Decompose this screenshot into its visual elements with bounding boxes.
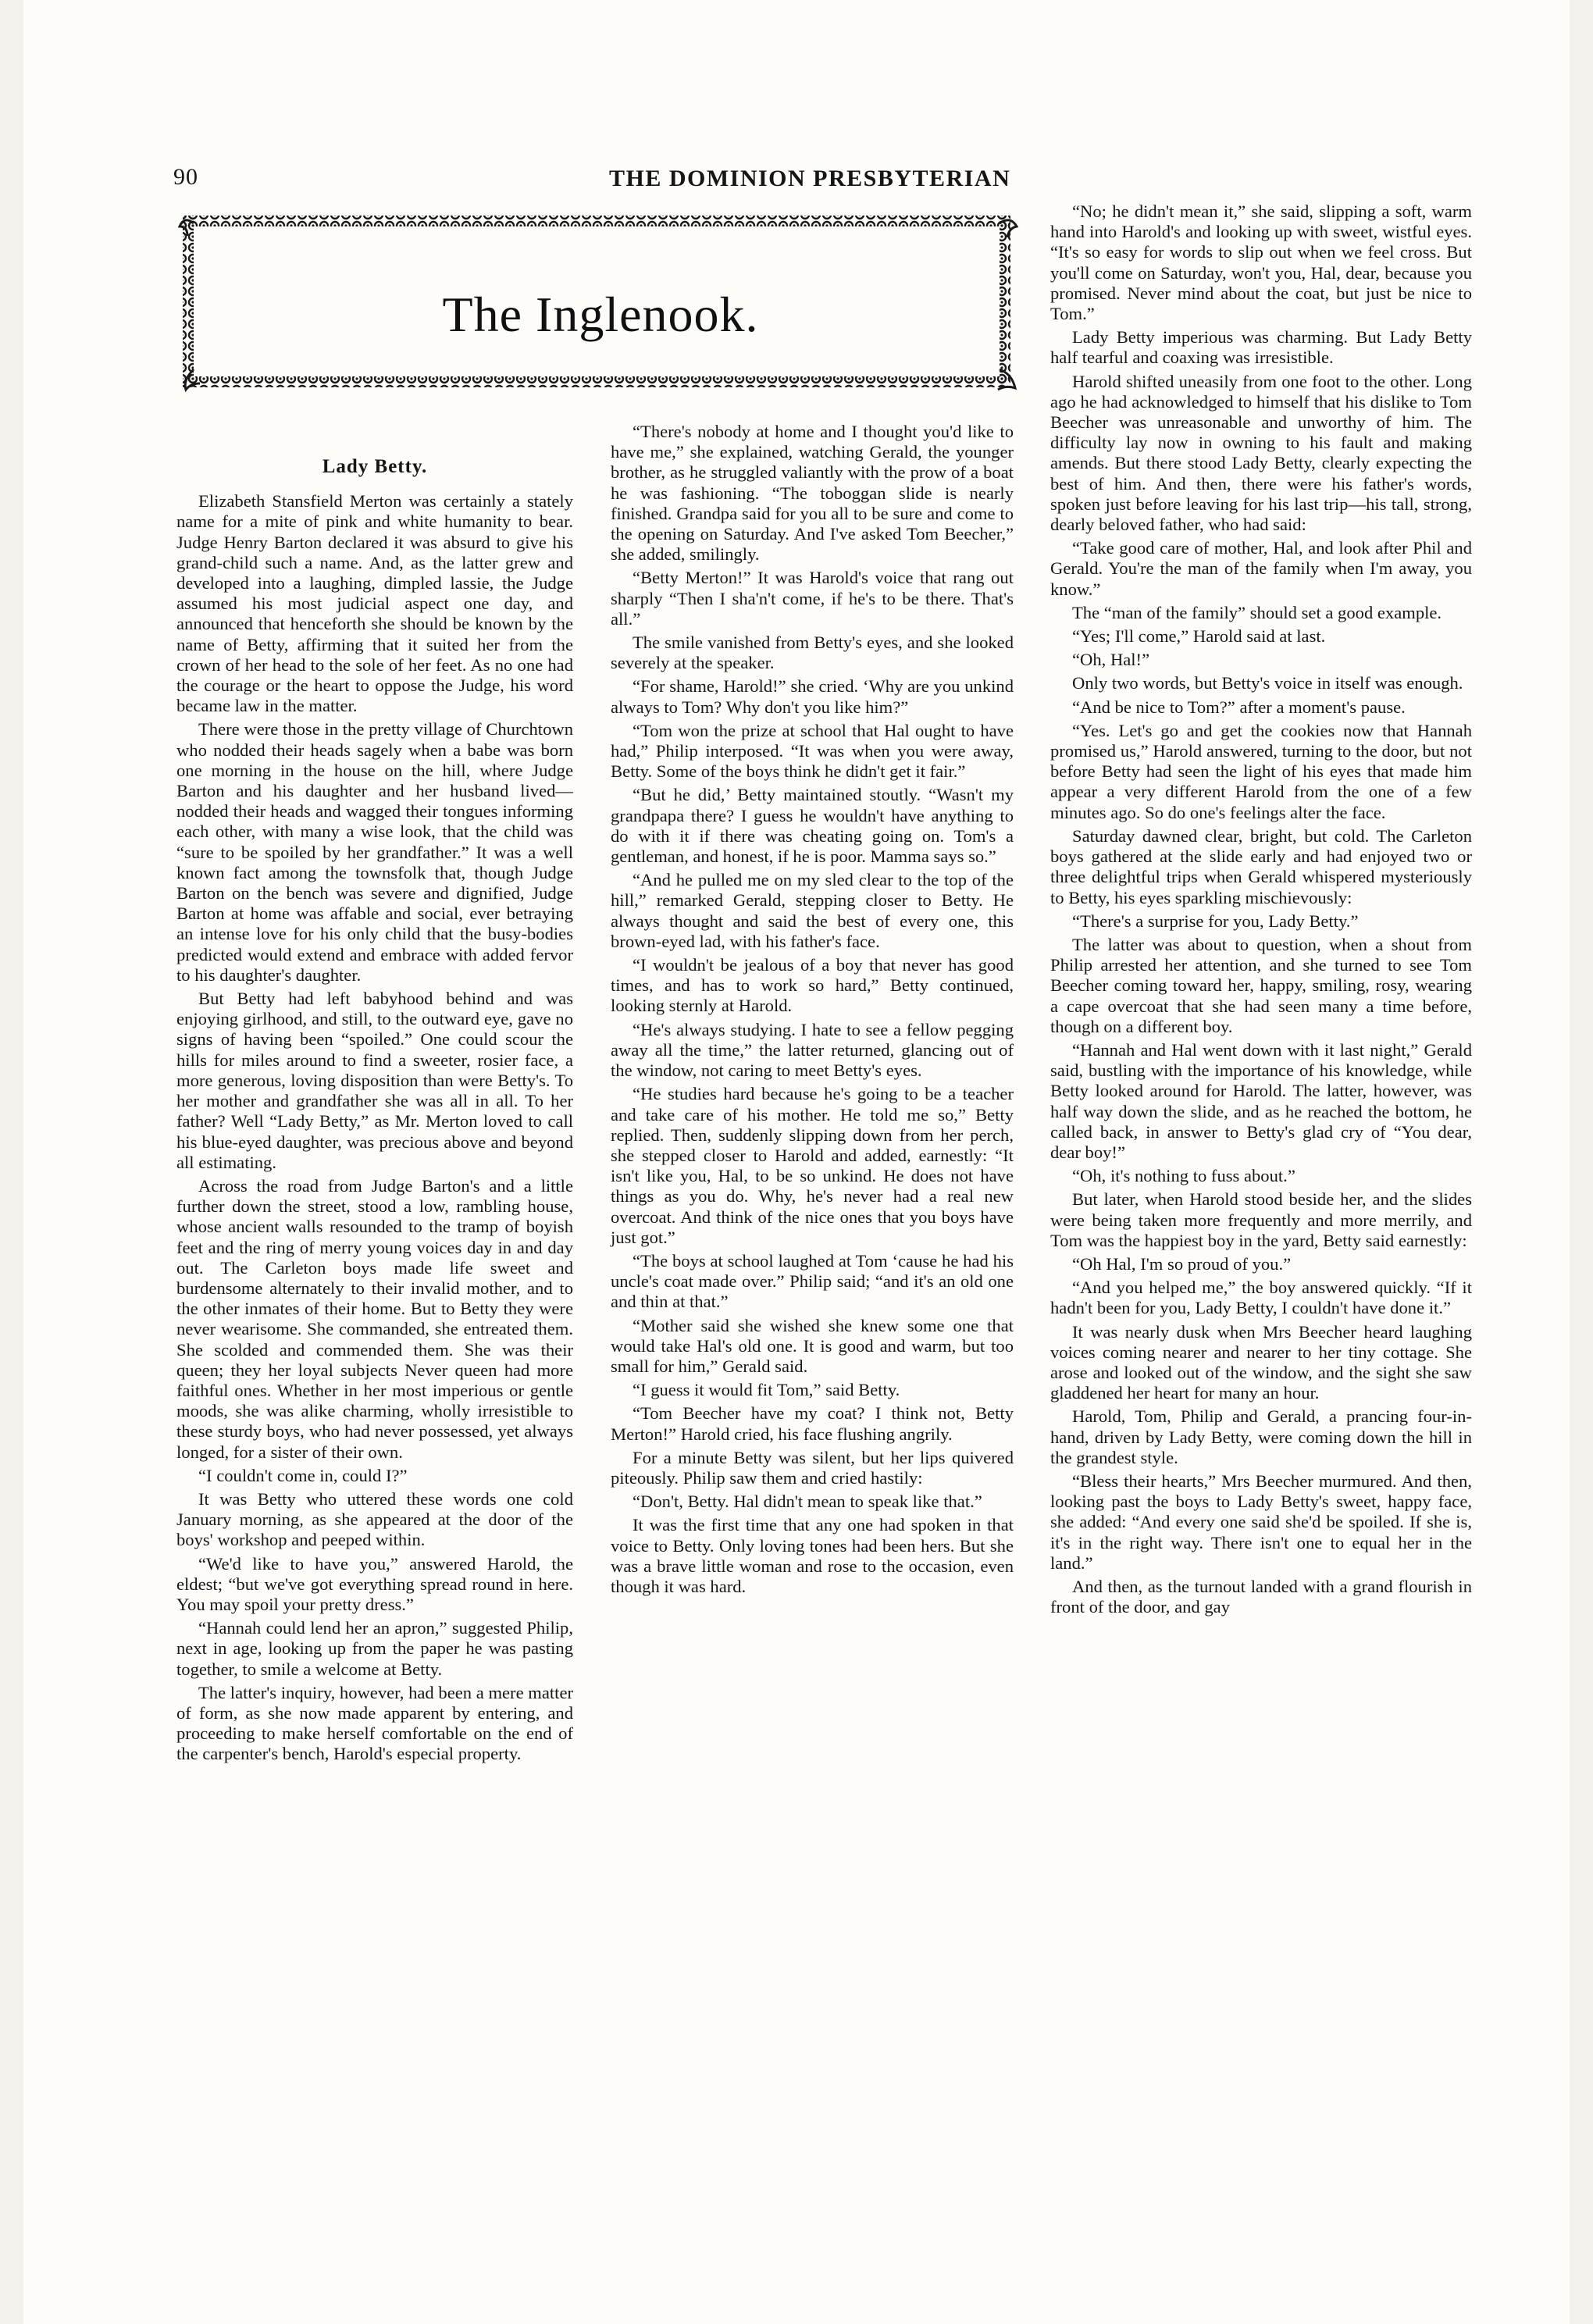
paragraph: “Bless their hearts,” Mrs Beecher murmured. And then, looking past the boys to Lady Betty's sweet, happy face, she added: “And every one said she'd be spoiled. If she is, it's in the right way. There isn't one to equal her in the land.”: [1050, 1470, 1472, 1573]
paragraph: For a minute Betty was silent, but her lips quivered piteously. Philip saw them and cried hastily:: [611, 1447, 1014, 1488]
paragraph: Harold shifted uneasily from one foot to the other. Long ago he had acknowledged to himself that his dislike to Tom Beecher was unreasonable and unworthy of him. The difficulty lay now in owning to his fault and making amends. But there stood Lady Betty, clearly expecting the best of him. And then, there were his father's words, spoken just before leaving for his last trip—his tall, strong, dearly beloved father, who had said:: [1050, 371, 1472, 535]
article-title: Lady Betty.: [322, 456, 428, 477]
paragraph: Across the road from Judge Barton's and a little further down the street, stood a low, rambling house, whose ancient walls resounded to the tramp of boyish feet and the ring of merry young voices day in and day out. The Carleton boys made life sweet and burdensome alternately to their invalid mother, and to the other inmates of their home. But to Betty they were never wearisome. She commanded, she entreated them. She scolded and commended them. She was their queen; they her loyal subjects Never queen had more faithful ones. Whether in her most imperious or gentle moods, she was alike charming, wholly irresistible to these sturdy boys, who had never possessed, yet always longed, for a sister of their own.: [176, 1175, 573, 1462]
paragraph: “Oh, it's nothing to fuss about.”: [1072, 1166, 1295, 1186]
paragraph: But Betty had left babyhood behind and was enjoying girlhood, and still, to the outward eye, gave no signs of having been “spoiled.” One could scour the hills for miles around to find a sweeter, rosier face, a more generous, loving disposition than were Betty's. To her mother and grandfather she was all in all. To her father? Well “Lady Betty,” as Mr. Merton loved to call his blue-eyed daughter, was precious above and beyond all estimating.: [176, 989, 573, 1172]
paragraph: “And you helped me,” the boy answered quickly. “If it hadn't been for you, Lady Betty, I couldn't have done it.”: [1050, 1278, 1472, 1318]
paragraph: “Tom Beecher have my coat? I think not, Betty Merton!” Harold cried, his face flushing angrily.: [611, 1403, 1014, 1444]
paragraph: Elizabeth Stansfield Merton was certainly a stately name for a mite of pink and white humanity to bear. Judge Henry Barton declared it was absurd to give his grand-child such a name. And, as the latter grew and developed into a laughing, dimpled lassie, the Judge assumed his most judicial aspect one day, and announced that henceforth she should be known by the name of Betty, affirming that it suited her from the crown of her head to the sole of her feet. As no one had the courage or the heart to oppose the Judge, his word became law in the matter.: [176, 491, 573, 716]
paragraph: The latter was about to question, when a shout from Philip arrested her attention, and she turned to see Tom Beecher coming toward her, happy, smiling, rosy, wearing a cape overcoat that she had seen many a time before, though on a different boy.: [1050, 934, 1472, 1036]
scan-right-edge: [1570, 0, 1593, 2324]
paragraph: “Mother said she wished she knew some one that would take Hal's old one. It is good and warm, but too small for him,” Gerald said.: [611, 1315, 1014, 1376]
paragraph: Saturday dawned clear, bright, but cold. The Carleton boys gathered at the slide early and had enjoyed two or three delightful trips when Gerald whispered mysteriously to Betty, his eyes sparkling mischievously:: [1050, 825, 1472, 907]
paragraph: “Hannah and Hal went down with it last night,” Gerald said, bustling with the importance of his knowledge, while Betty looked around for Harold. The latter, however, was half way down the slide, and as he reached the bottom, he called back, in answer to Betty's glad cry of “You dear, dear boy!”: [1050, 1039, 1472, 1162]
paragraph: And then, as the turnout landed with a grand flourish in front of the door, and gay: [1050, 1577, 1472, 1617]
column-2: [611, 422, 1014, 1600]
paragraph: “There's nobody at home and I thought you'd like to have me,” she explained, watching Gerald, the younger brother, as he struggled valiantly with the prow of a boat he was fashioning. “The toboggan slide is nearly finished. Grandpa said for you all to be sure and come to the opening on Saturday. And I've asked Tom Beecher,” she added, smilingly.: [611, 422, 1014, 565]
paragraph: There were those in the pretty village of Churchtown who nodded their heads sagely when a babe was born one morning in the house on the hill, where Judge Barton and his daughter and her husband lived—nodded their heads and wagged their tongues informing each other, with many a wise look, that the child was “sure to be spoiled by her grandfather.” It was a well known fact among the townsfolk that, though Judge Barton on the bench was severe and dignified, Judge Barton at home was affable and social, ever betraying an intense love for his only child that the busy-bodies predicted would extend and embrace with added fervor to his daughter's daughter.: [176, 719, 573, 985]
paragraph: “And be nice to Tom?” after a moment's pause.: [1072, 697, 1406, 717]
paragraph: “He studies hard because he's going to be a teacher and take care of his mother. He told me so,” Betty replied. Then, suddenly slipping down from her perch, she stepped closer to Harold and added, earnestly: “It isn't like you, Hal, to be so unkind. He does not have things as you do. Why, he's never had a real new overcoat. And think of the nice ones that you boys have just got.”: [611, 1084, 1014, 1247]
paragraph: “Oh, Hal!”: [1072, 650, 1150, 670]
paragraph: It was Betty who uttered these words one cold January morning, as she appeared at the door of the boys' workshop and peeped within.: [176, 1488, 573, 1550]
paragraph: “Don't, Betty. Hal didn't mean to speak like that.”: [633, 1492, 982, 1512]
section-banner: [176, 209, 1025, 397]
column-1: [176, 457, 573, 1768]
running-head: THE DOMINION PRESBYTERIAN: [609, 166, 1011, 191]
paragraph: “We'd like to have you,” answered Harold, the eldest; “but we've got everything spread round in here. You may spoil your pretty dress.”: [176, 1553, 573, 1614]
section-title: The Inglenook.: [442, 287, 759, 342]
paragraph: “The boys at school laughed at Tom ‘cause he had his uncle's coat made over.” Philip said; “and it's an old one and thin at that.”: [611, 1250, 1014, 1312]
paragraph: It was the first time that any one had spoken in that voice to Betty. Only loving tones had been hers. But she was a brave little woman and rose to the occasion, even though it was hard.: [611, 1515, 1014, 1596]
page-number: 90: [173, 164, 198, 190]
paragraph: The “man of the family” should set a good example.: [1072, 602, 1442, 622]
paragraph: “He's always studying. I hate to see a fellow pegging away all the time,” the latter returned, glancing out of the window, not caring to meet Betty's eyes.: [611, 1019, 1014, 1081]
scan-left-edge: [0, 0, 23, 2324]
paragraph: “Yes. Let's go and get the cookies now that Hannah promised us,” Harold answered, turning to the door, but not before Betty had seen the light of his eyes that made him appear a very different Harold from the one of a few minutes ago. So do one's feelings alter the face.: [1050, 720, 1472, 822]
paragraph: “I wouldn't be jealous of a boy that never has good times, and has to work so hard,” Betty continued, looking sternly at Harold.: [611, 955, 1014, 1016]
paragraph: “Take good care of mother, Hal, and look after Phil and Gerald. You're the man of the family when I'm away, you know.”: [1050, 538, 1472, 599]
paragraph: Lady Betty imperious was charming. But Lady Betty half tearful and coaxing was irresistible.: [1050, 327, 1472, 368]
paragraph: “But he did,’ Betty maintained stoutly. “Wasn't my grandpapa there? I guess he wouldn't have anything to do with it if there was cheating going on. Tom's a gentleman, and honest, if he is poor. Mamma says so.”: [611, 785, 1014, 867]
paragraph: Harold, Tom, Philip and Gerald, a prancing four-in-hand, driven by Lady Betty, were coming down the hill in the grandest style.: [1050, 1406, 1472, 1467]
paragraph: “Oh Hal, I'm so proud of you.”: [1072, 1253, 1292, 1274]
paragraph: The latter's inquiry, however, had been a mere matter of form, as she now made apparent by entering, and proceeding to make herself comfortable on the end of the carpenter's bench, Harold's especial property.: [176, 1682, 573, 1764]
paragraph: “For shame, Harold!” she cried. ‘Why are you unkind always to Tom? Why don't you like him?”: [611, 676, 1014, 717]
paragraph: “No; he didn't mean it,” she said, slipping a soft, warm hand into Harold's and looking up with sweet, wistful eyes. “It's so easy for words to slip out when we feel cross. But you'll come on Saturday, won't you, Hal, dear, because you promised. Never mind about the coat, but just be nice to Tom.”: [1050, 201, 1472, 324]
paragraph: “I guess it would fit Tom,” said Betty.: [633, 1380, 900, 1400]
paragraph: “And he pulled me on my sled clear to the top of the hill,” remarked Gerald, stepping closer to Betty. He always thought and said the best of every one, this brown-eyed lad, with his father's face.: [611, 870, 1014, 951]
paragraph: “Hannah could lend her an apron,” suggested Philip, next in age, looking up from the paper he was pasting together, to smile a welcome at Betty.: [176, 1618, 573, 1679]
paragraph: “Betty Merton!” It was Harold's voice that rang out sharply “Then I sha'n't come, if he's to be there. That's all.”: [611, 568, 1014, 629]
paragraph: It was nearly dusk when Mrs Beecher heard laughing voices coming nearer and nearer to her tiny cottage. She arose and looked out of the window, and the sight she saw gladdened her heart for many an hour.: [1050, 1321, 1472, 1403]
paragraph: Only two words, but Betty's voice in itself was enough.: [1072, 673, 1463, 693]
paragraph: “There's a surprise for you, Lady Betty.”: [1072, 911, 1359, 931]
paragraph: The smile vanished from Betty's eyes, and she looked severely at the speaker.: [611, 633, 1014, 673]
paragraph: “Yes; I'll come,” Harold said at last.: [1072, 626, 1326, 647]
column-3: [1050, 201, 1472, 1620]
paragraph: “I couldn't come in, could I?”: [198, 1465, 408, 1485]
paragraph: But later, when Harold stood beside her, and the slides were being taken more frequently and more merrily, and Tom was the happiest boy in the yard, Betty said earnestly:: [1050, 1189, 1472, 1250]
paragraph: “Tom won the prize at school that Hal ought to have had,” Philip interposed. “It was when you were away, Betty. Some of the boys think he didn't get it fair.”: [611, 720, 1014, 782]
